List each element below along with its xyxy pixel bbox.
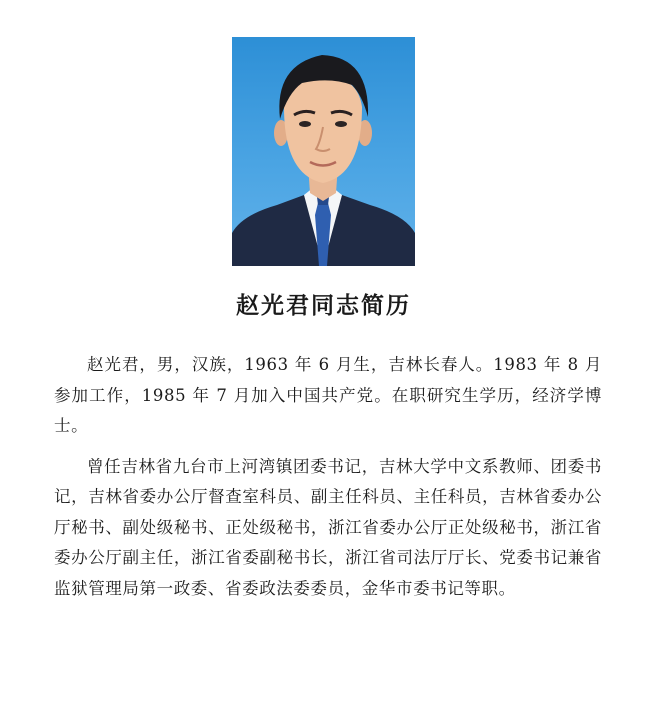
portrait-photo xyxy=(232,37,415,266)
document-title: 赵光君同志简历 xyxy=(236,292,411,319)
paragraph-personal-info: 赵光君，男，汉族，1963 年 6 月生，吉林长春人。1983 年 8 月参加工作，1985 年 7 月加入中国共产党。在职研究生学历，经济学博士。 xyxy=(54,355,602,435)
paragraph-career-history: 曾任吉林省九台市上河湾镇团委书记，吉林大学中文系教师、团委书记，吉林省委办公厅督查室科员、副主任科员、主任科员，吉林省委办公厅秘书、副处级秘书、正处级秘书，浙江省委办公厅正处级秘书，浙江省委办公厅副主任，浙江省委副秘书长，浙江省司法厅厅长、党委书记兼省监狱管理局第一政委、省委政法委委员，金华市委书记等职。 xyxy=(54,456,602,598)
biography-body xyxy=(54,350,602,614)
portrait-illustration xyxy=(232,37,415,266)
